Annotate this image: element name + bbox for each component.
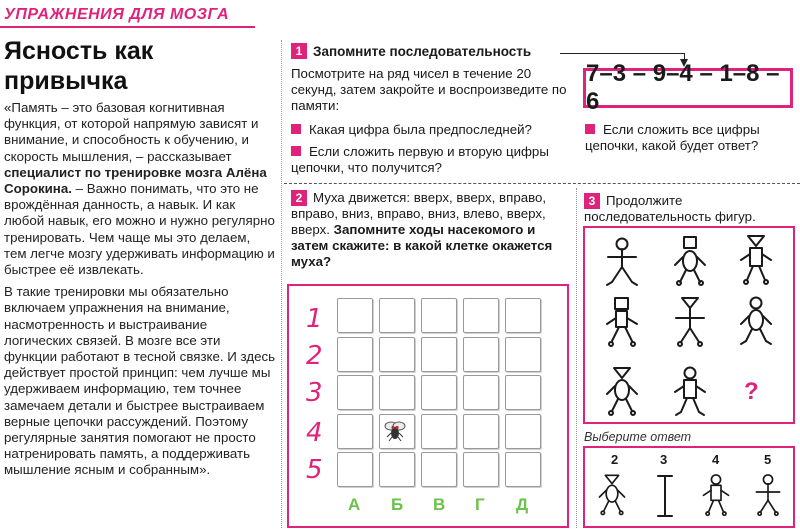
grid-cell[interactable]	[505, 375, 541, 410]
row-label-3: 3	[306, 378, 323, 408]
answer-label-2: 2	[611, 452, 619, 467]
arrow-line	[560, 53, 685, 54]
figure-triangle-head-2	[672, 296, 708, 352]
grid-cell[interactable]	[421, 375, 457, 410]
grid-cell[interactable]	[421, 414, 457, 449]
grid-cell[interactable]	[379, 452, 415, 487]
grid-cell[interactable]	[337, 452, 373, 487]
task1-q3-text: Если сложить все цифры цепочки, какой будет ответ?	[585, 122, 760, 153]
task2-number: 2	[291, 190, 307, 206]
intro-p1-bold: специалист по тренировке мозга Алёна Сорокина.	[4, 164, 267, 197]
answer-label-3: 3	[660, 452, 668, 467]
grid-cell[interactable]	[505, 452, 541, 487]
answer-label-4: 4	[712, 452, 720, 467]
task1-question-1	[291, 122, 571, 138]
row-label-5: 5	[306, 455, 323, 485]
grid-cell[interactable]	[379, 337, 415, 372]
column-divider	[281, 40, 282, 528]
grid-cell[interactable]	[463, 452, 499, 487]
grid-cell[interactable]	[379, 298, 415, 333]
grid-cell[interactable]	[421, 337, 457, 372]
intro-column	[4, 36, 276, 485]
task1-q2-text: Если сложить первую и вторую цифры цепочки, что получится?	[291, 144, 549, 175]
row-label-2: 2	[306, 341, 323, 371]
number-sequence: 7–3 – 9–4 – 1–8 – 6	[583, 68, 793, 108]
intro-p1-b: – Важно понимать, что это не врождённая данность, а навык. И как любой навык, его можно и нужно регулярно тренировать. Чем чаще мы это делаем, тем легче мозгу удерживать информацию и быстрее её извлекать.	[4, 181, 275, 278]
row-label-4: 4	[306, 418, 323, 448]
answer-figure-4[interactable]	[701, 470, 731, 524]
grid-cell[interactable]	[379, 375, 415, 410]
grid-cell[interactable]	[337, 337, 373, 372]
grid-cell[interactable]	[421, 298, 457, 333]
task2-question: Запомните ходы насекомого и затем скажите: в какой клетке окажется муха?	[291, 222, 553, 270]
figure-round-head-1	[604, 237, 640, 289]
missing-figure-question-mark: ?	[744, 378, 759, 405]
grid-cell[interactable]	[337, 375, 373, 410]
fly-icon	[382, 418, 408, 444]
intro-paragraph-1	[4, 100, 276, 278]
column-label-a: А	[348, 495, 361, 514]
grid-cell[interactable]	[463, 298, 499, 333]
column-label-g: Г	[475, 495, 485, 514]
grid-cell[interactable]	[505, 337, 541, 372]
intro-p1-a: «Память – это базовая когнитивная функция, от которой напрямую зависят и внимание, и способность к обучению, и скорость мышления, – рассказывает	[4, 100, 259, 164]
task3-number: 3	[584, 193, 600, 209]
figure-round-head-3	[672, 366, 708, 420]
task-divider-vertical	[576, 188, 577, 528]
task-divider	[284, 183, 800, 184]
choose-answer-label: Выберите ответ	[584, 430, 692, 444]
answer-figure-5[interactable]	[753, 470, 783, 524]
column-label-b: Б	[391, 495, 404, 514]
grid-cell[interactable]	[505, 414, 541, 449]
task1-question-3	[585, 122, 785, 154]
answer-figure-3[interactable]	[650, 472, 680, 522]
section-header: УПРАЖНЕНИЯ ДЛЯ МОЗГА	[4, 6, 230, 23]
grid-cell[interactable]	[337, 298, 373, 333]
task2-text: Муха движется: вверх, вверх, вправо, вправо, вниз, вправо, вниз, влево, вверх, вверх.	[291, 190, 547, 238]
task2-instructions	[291, 190, 576, 270]
bullet-icon	[291, 124, 301, 134]
task1-number: 1	[291, 43, 307, 59]
bullet-icon	[585, 124, 595, 134]
answer-label-5: 5	[764, 452, 772, 467]
figure-triangle-head-3	[604, 366, 640, 420]
figure-triangle-head-1	[738, 234, 774, 290]
task1-q1-text: Какая цифра была предпоследней?	[309, 122, 532, 137]
intro-text	[4, 100, 276, 479]
figure-square-head-1	[672, 235, 708, 289]
task3-heading	[584, 193, 794, 225]
task1-question-2	[291, 144, 561, 176]
grid-cell[interactable]	[421, 452, 457, 487]
row-label-1: 1	[306, 304, 323, 334]
article-title: Ясность как привычка	[4, 37, 154, 95]
column-label-v: В	[433, 495, 446, 514]
grid-cell[interactable]	[463, 337, 499, 372]
answer-figure-2[interactable]	[597, 470, 627, 524]
figure-round-head-2	[738, 296, 774, 352]
task1-instructions: Посмотрите на ряд чисел в течение 20 секунд, затем закройте и воспроизведите по памяти:	[291, 66, 567, 113]
task3-title: Продолжите последовательность фигур.	[584, 193, 756, 225]
task1-heading	[291, 43, 531, 59]
intro-paragraph-2: В такие тренировки мы обязательно включаем упражнения на внимание, насмотренность и выстраивание логических связей. В мозге все эти функции работают в тесной связке. И здесь действует простой принцип: чем лучше мы удерживаем информацию, тем точнее замечаем детали и быстрее выстраиваем верные цепочки рассуждений. Поэтому регулярные занятия помогают не просто натренировать память, а поддерживать мышление ясным и собранным».	[4, 284, 276, 478]
grid-cell[interactable]	[463, 375, 499, 410]
grid-cell[interactable]	[505, 298, 541, 333]
grid-cell[interactable]	[463, 414, 499, 449]
grid-cell[interactable]	[337, 414, 373, 449]
bullet-icon	[291, 146, 301, 156]
figure-square-head-2	[604, 296, 640, 352]
task1-title: Запомните последовательность	[313, 43, 532, 59]
column-label-d: Д	[516, 495, 529, 514]
